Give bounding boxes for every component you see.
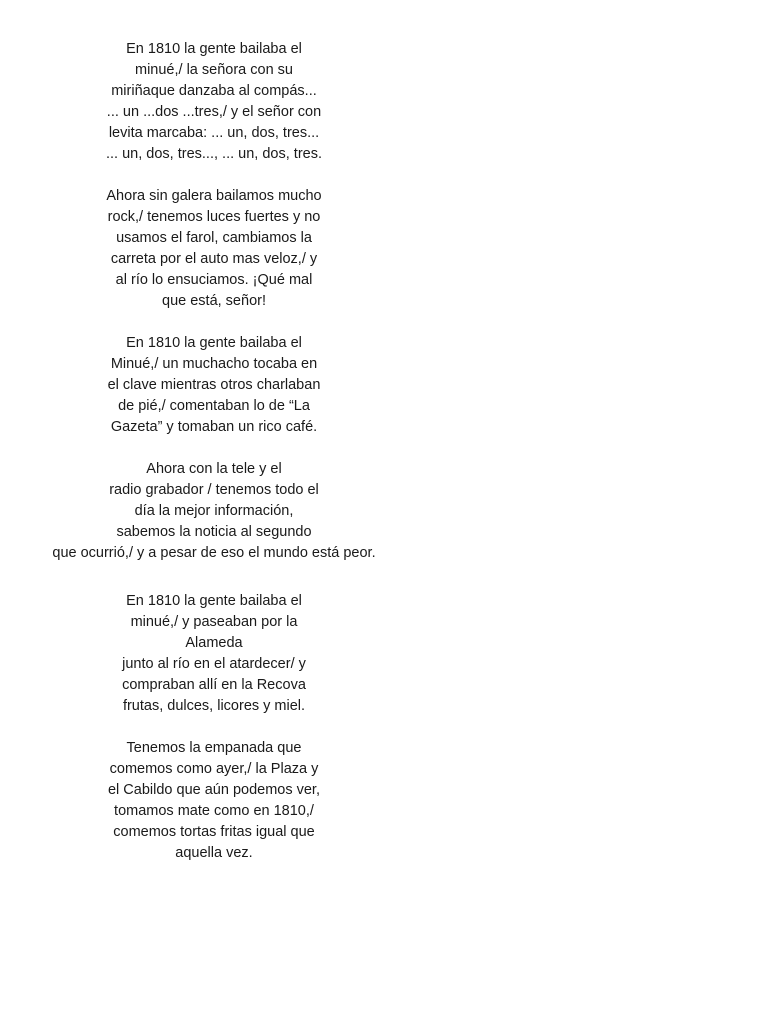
poem-line: radio grabador / tenemos todo el [109,482,319,498]
poem-line: Tenemos la empanada que [126,740,302,756]
stanza-3 [0,333,428,438]
poem-line: sabemos la noticia al segundo [116,524,312,540]
poem-line: que está, señor! [162,293,266,309]
stanza-2 [0,186,428,312]
poem-line: el clave mientras otros charlaban [107,377,321,393]
poem-line: comemos tortas fritas igual que [113,824,315,840]
poem-line: levita marcaba: ... un, dos, tres... [108,125,320,141]
poem-line: minué,/ y paseaban por la [130,614,298,630]
poem-line: miriñaque danzaba al compás... [111,83,317,99]
poem-text [0,39,428,885]
poem-line: minué,/ la señora con su [135,62,293,78]
poem-line: el Cabildo que aún podemos ver, [107,782,320,798]
stanza-1 [0,39,428,165]
poem-line: de pié,/ comentaban lo de “La [118,398,310,414]
poem-line: junto al río en el atardecer/ y [122,656,306,672]
poem-line: Ahora con la tele y el [146,461,282,477]
poem-line: carreta por el auto mas veloz,/ y [110,251,318,267]
poem-line: comemos como ayer,/ la Plaza y [109,761,319,777]
poem-line: En 1810 la gente bailaba el [126,593,302,609]
poem-line: tomamos mate como en 1810,/ [114,803,314,819]
poem-line: compraban allí en la Recova [122,677,306,693]
poem-line: Gazeta” y tomaban un rico café. [110,419,318,435]
poem-line: Alameda [185,635,243,651]
poem-line: ... un, dos, tres..., ... un, dos, tres. [106,146,322,162]
stanza-6 [0,738,428,864]
stanza-5 [0,591,428,717]
poem-line: En 1810 la gente bailaba el [126,335,302,351]
poem-line: que ocurrió,/ y a pesar de eso el mundo está peor. [52,545,376,561]
poem-line: ... un ...dos ...tres,/ y el señor con [106,104,322,120]
poem-line: frutas, dulces, licores y miel. [122,698,306,714]
stanza-4 [0,459,428,564]
poem-line: Ahora sin galera bailamos mucho [106,188,322,204]
poem-line: aquella vez. [175,845,253,861]
poem-line: En 1810 la gente bailaba el [126,41,302,57]
poem-line: al río lo ensuciamos. ¡Qué mal [115,272,313,288]
poem-line: usamos el farol, cambiamos la [116,230,312,246]
poem-line: rock,/ tenemos luces fuertes y no [107,209,321,225]
poem-line: día la mejor información, [134,503,294,519]
poem-line: Minué,/ un muchacho tocaba en [110,356,318,372]
